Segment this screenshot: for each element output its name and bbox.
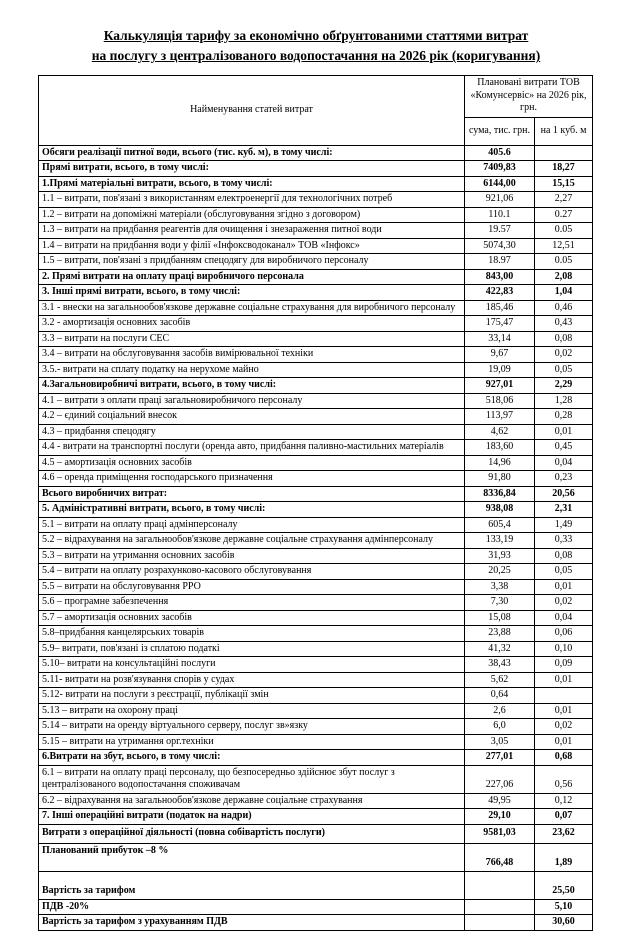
row-label: 5.15 – витрати на утримання орг.техніки: [39, 734, 465, 750]
cost-table-header: [39, 75, 593, 145]
row-per-m3-value: 0,04: [535, 610, 593, 626]
column-header-per-m3: на 1 куб. м: [535, 117, 593, 145]
row-sum-value: 91,80: [465, 471, 535, 487]
table-row: [39, 719, 593, 735]
row-sum-value: 7409,83: [465, 161, 535, 177]
table-row: [39, 486, 593, 502]
row-sum-value: 843,00: [465, 269, 535, 285]
row-per-m3-value: 15,15: [535, 176, 593, 192]
row-sum-value: 6,0: [465, 719, 535, 735]
row-per-m3-value: 0,23: [535, 471, 593, 487]
table-row: [39, 331, 593, 347]
row-label: 5. Адміністративні витрати, всього, в тому числі:: [39, 502, 465, 518]
table-row: [39, 409, 593, 425]
row-per-m3-value: 0,04: [535, 455, 593, 471]
row-label: 3.2 - амортизація основних засобів: [39, 316, 465, 332]
row-label: 5.9– витрати, пов'язані із сплатою податкі: [39, 641, 465, 657]
row-sum-value: 14,96: [465, 455, 535, 471]
table-row: [39, 378, 593, 394]
row-sum-value: 9,67: [465, 347, 535, 363]
page-title-line-1: Калькуляція тарифу за економічно обґрунтованими статтями витрат: [104, 28, 529, 43]
row-label: Планований прибуток –8 %: [39, 843, 465, 871]
table-row: [39, 871, 593, 899]
row-label: Обсяги реалізації питної води, всього (тис. куб. м), в тому числі:: [39, 145, 465, 161]
table-row: [39, 424, 593, 440]
table-row: [39, 207, 593, 223]
row-per-m3-value: 0,10: [535, 641, 593, 657]
table-row: [39, 455, 593, 471]
row-per-m3-value: 0.27: [535, 207, 593, 223]
table-row: [39, 843, 593, 871]
row-sum-value: 766,48: [465, 843, 535, 871]
row-label: 5.11- витрати на розв'язування спорів у судах: [39, 672, 465, 688]
row-label: 4.2 – єдиний соціальний внесок: [39, 409, 465, 425]
row-sum-value: 277,01: [465, 750, 535, 766]
row-label: 1.Прямі матеріальні витрати, всього, в тому числі:: [39, 176, 465, 192]
row-label: 3.3 – витрати на послуги СЕС: [39, 331, 465, 347]
row-sum-value: 15,08: [465, 610, 535, 626]
row-per-m3-value: 2,29: [535, 378, 593, 394]
row-label: 3.4 – витрати на обслуговування засобів вимірювальної техніки: [39, 347, 465, 363]
row-per-m3-value: [535, 688, 593, 704]
cost-table-body: [39, 145, 593, 931]
row-sum-value: 9581,03: [465, 824, 535, 843]
row-sum-value: 18.97: [465, 254, 535, 270]
row-per-m3-value: 0.05: [535, 254, 593, 270]
row-label: Вартість за тарифом з урахуванням ПДВ: [39, 915, 465, 931]
row-sum-value: 175,47: [465, 316, 535, 332]
row-label: 5.2 – відрахування на загальнообов'язкове державне соціальне страхування адмінперсоналу: [39, 533, 465, 549]
row-sum-value: 133,19: [465, 533, 535, 549]
table-row: [39, 502, 593, 518]
row-sum-value: 2,6: [465, 703, 535, 719]
row-sum-value: 38,43: [465, 657, 535, 673]
row-label: 1.1 – витрати, пов'язані з використанням електроенергії для технологічних потреб: [39, 192, 465, 208]
table-row: [39, 393, 593, 409]
row-sum-value: [465, 899, 535, 915]
table-row: [39, 440, 593, 456]
row-sum-value: 0,64: [465, 688, 535, 704]
table-row: [39, 688, 593, 704]
row-sum-value: [465, 915, 535, 931]
table-row: [39, 672, 593, 688]
table-row: [39, 626, 593, 642]
row-per-m3-value: 20,56: [535, 486, 593, 502]
row-per-m3-value: 23,62: [535, 824, 593, 843]
row-label: 5.6 – програмне забезпечення: [39, 595, 465, 611]
table-row: [39, 641, 593, 657]
row-per-m3-value: 0.05: [535, 223, 593, 239]
row-label: Прямі витрати, всього, в тому числі:: [39, 161, 465, 177]
row-per-m3-value: 0,01: [535, 424, 593, 440]
row-sum-value: 7,30: [465, 595, 535, 611]
table-row: [39, 595, 593, 611]
table-row: [39, 269, 593, 285]
table-row: [39, 285, 593, 301]
row-sum-value: 605,4: [465, 517, 535, 533]
row-label: 1.4 – витрати на придбання води у філії «Інфоксводоканал» ТОВ «Інфокс»: [39, 238, 465, 254]
row-sum-value: 20,25: [465, 564, 535, 580]
table-row: [39, 533, 593, 549]
column-header-sum: сума, тис. грн.: [465, 117, 535, 145]
table-row: [39, 793, 593, 809]
row-per-m3-value: 0,01: [535, 672, 593, 688]
row-per-m3-value: 30,60: [535, 915, 593, 931]
row-label: 5.8–придбання канцелярських товарів: [39, 626, 465, 642]
row-label: 4.Загальновиробничі витрати, всього, в тому числі:: [39, 378, 465, 394]
table-row: [39, 145, 593, 161]
row-per-m3-value: 1,28: [535, 393, 593, 409]
row-per-m3-value: 0,28: [535, 409, 593, 425]
row-per-m3-value: 0,09: [535, 657, 593, 673]
row-sum-value: 185,46: [465, 300, 535, 316]
table-row: [39, 703, 593, 719]
table-row: [39, 899, 593, 915]
table-row: [39, 824, 593, 843]
row-label: 4.6 – оренда приміщення господарського призначення: [39, 471, 465, 487]
row-per-m3-value: 0,01: [535, 579, 593, 595]
page-title-line-2: на послугу з централізованого водопостачання на 2026 рік (коригування): [92, 48, 540, 63]
row-per-m3-value: 0,02: [535, 347, 593, 363]
row-sum-value: 49,95: [465, 793, 535, 809]
row-label: 4.5 – амортизація основних засобів: [39, 455, 465, 471]
row-sum-value: [465, 871, 535, 899]
row-per-m3-value: 1,04: [535, 285, 593, 301]
row-per-m3-value: 2,08: [535, 269, 593, 285]
row-label: 3.5.- витрати на сплату податку на нерухоме майно: [39, 362, 465, 378]
row-label: 6.1 – витрати на оплату праці персоналу, що безпосередньо здійснює збут послуг з централізованого водопостачання споживачам: [39, 765, 465, 793]
row-label: 6.Витрати на збут, всього, в тому числі:: [39, 750, 465, 766]
row-label: 5.7 – амортизація основних засобів: [39, 610, 465, 626]
row-label: Витрати з операційної діяльності (повна собівартість послуги): [39, 824, 465, 843]
row-per-m3-value: 2,31: [535, 502, 593, 518]
row-per-m3-value: 0,56: [535, 765, 593, 793]
row-sum-value: 227,06: [465, 765, 535, 793]
row-sum-value: 29,10: [465, 809, 535, 825]
row-per-m3-value: 1,89: [535, 843, 593, 871]
row-label: 1.3 – витрати на придбання реагентів для очищення і знезараження питної води: [39, 223, 465, 239]
row-per-m3-value: 5,10: [535, 899, 593, 915]
row-label: 5.1 – витрати на оплату праці адмінперсоналу: [39, 517, 465, 533]
row-label: 4.4 - витрати на транспортні послуги (оренда авто, придбання паливно-мастильних матеріалів: [39, 440, 465, 456]
row-sum-value: 405.6: [465, 145, 535, 161]
row-per-m3-value: [535, 145, 593, 161]
row-sum-value: 41,32: [465, 641, 535, 657]
row-per-m3-value: 0,08: [535, 548, 593, 564]
row-per-m3-value: 0,68: [535, 750, 593, 766]
row-per-m3-value: 0,08: [535, 331, 593, 347]
row-per-m3-value: 25,50: [535, 871, 593, 899]
row-sum-value: 110.1: [465, 207, 535, 223]
row-per-m3-value: 0,46: [535, 300, 593, 316]
row-sum-value: 422,83: [465, 285, 535, 301]
row-per-m3-value: 18,27: [535, 161, 593, 177]
row-label: ПДВ -20%: [39, 899, 465, 915]
table-row: [39, 809, 593, 825]
row-per-m3-value: 12,51: [535, 238, 593, 254]
row-per-m3-value: 0,05: [535, 564, 593, 580]
row-per-m3-value: 0,45: [535, 440, 593, 456]
row-per-m3-value: 0,05: [535, 362, 593, 378]
row-sum-value: 5,62: [465, 672, 535, 688]
row-label: Всього виробничих витрат:: [39, 486, 465, 502]
row-per-m3-value: 0,12: [535, 793, 593, 809]
table-row: [39, 192, 593, 208]
page-title: [40, 26, 592, 67]
row-label: 3. Інші прямі витрати, всього, в тому числі:: [39, 285, 465, 301]
row-sum-value: 23,88: [465, 626, 535, 642]
table-row: [39, 347, 593, 363]
column-header-name: Найменування статей витрат: [39, 75, 465, 145]
row-sum-value: 113,97: [465, 409, 535, 425]
row-per-m3-value: 0,02: [535, 719, 593, 735]
row-sum-value: 19,09: [465, 362, 535, 378]
row-label: 5.3 – витрати на утримання основних засобів: [39, 548, 465, 564]
table-row: [39, 362, 593, 378]
row-label: 1.5 – витрати, пов'язані з придбанням спецодягу для виробничого персоналу: [39, 254, 465, 270]
table-row: [39, 765, 593, 793]
row-sum-value: 3,05: [465, 734, 535, 750]
row-label: 1.2 – витрати на допоміжні матеріали (обслуговування згідно з договором): [39, 207, 465, 223]
table-row: [39, 610, 593, 626]
row-sum-value: 8336,84: [465, 486, 535, 502]
table-row: [39, 915, 593, 931]
row-label: 5.12- витрати на послуги з реєстрації, публікації змін: [39, 688, 465, 704]
table-row: [39, 471, 593, 487]
row-per-m3-value: 1,49: [535, 517, 593, 533]
table-row: [39, 223, 593, 239]
cost-calculation-table: [38, 75, 593, 931]
table-row: [39, 316, 593, 332]
row-per-m3-value: 0,33: [535, 533, 593, 549]
row-sum-value: 518,06: [465, 393, 535, 409]
row-per-m3-value: 2,27: [535, 192, 593, 208]
table-row: [39, 657, 593, 673]
row-label: 2. Прямі витрати на оплату праці виробничого персонала: [39, 269, 465, 285]
table-row: [39, 734, 593, 750]
row-per-m3-value: 0,07: [535, 809, 593, 825]
table-row: [39, 579, 593, 595]
row-sum-value: 31,93: [465, 548, 535, 564]
row-per-m3-value: 0,02: [535, 595, 593, 611]
row-label: 5.5 – витрати на обслуговування РРО: [39, 579, 465, 595]
row-label: 3.1 - внески на загальнообов'язкове державне соціальне страхування для виробничого персоналу: [39, 300, 465, 316]
row-label: 6.2 – відрахування на загальнообов'язкове державне соціальне страхування: [39, 793, 465, 809]
row-label: 5.10– витрати на консультаційні послуги: [39, 657, 465, 673]
row-sum-value: 33,14: [465, 331, 535, 347]
row-label: 4.1 – витрати з оплати праці загальновиробничого персоналу: [39, 393, 465, 409]
row-sum-value: 5074,30: [465, 238, 535, 254]
row-per-m3-value: 0,01: [535, 734, 593, 750]
row-sum-value: 19.57: [465, 223, 535, 239]
table-row: [39, 517, 593, 533]
table-row: [39, 300, 593, 316]
row-per-m3-value: 0,06: [535, 626, 593, 642]
column-header-planned-costs: Плановані витрати ТОВ «Комунсервіс» на 2026 рік, грн.: [465, 75, 593, 117]
row-per-m3-value: 0,01: [535, 703, 593, 719]
row-sum-value: 921,06: [465, 192, 535, 208]
row-label: 5.14 – витрати на оренду віртуального серверу, послуг зв»язку: [39, 719, 465, 735]
row-sum-value: 3,38: [465, 579, 535, 595]
table-row: [39, 548, 593, 564]
row-label: 5.13 – витрати на охорону праці: [39, 703, 465, 719]
row-label: 7. Інші операційні витрати (податок на надри): [39, 809, 465, 825]
table-row: [39, 238, 593, 254]
table-row: [39, 254, 593, 270]
row-sum-value: 938,08: [465, 502, 535, 518]
table-row: [39, 564, 593, 580]
table-row: [39, 176, 593, 192]
row-label: Вартість за тарифом: [39, 871, 465, 899]
table-row: [39, 750, 593, 766]
row-label: 4.3 – придбання спецодягу: [39, 424, 465, 440]
row-sum-value: 6144,00: [465, 176, 535, 192]
row-sum-value: 183,60: [465, 440, 535, 456]
row-per-m3-value: 0,43: [535, 316, 593, 332]
table-row: [39, 161, 593, 177]
row-sum-value: 4,62: [465, 424, 535, 440]
row-label: 5.4 – витрати на оплату розрахунково-касового обслуговування: [39, 564, 465, 580]
row-sum-value: 927,01: [465, 378, 535, 394]
